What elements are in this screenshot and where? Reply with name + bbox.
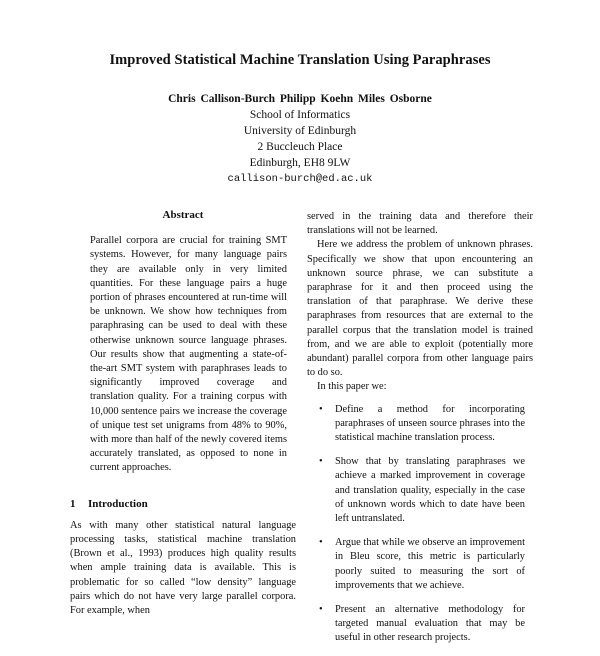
- left-column: [70, 208, 296, 618]
- bullet-icon: •: [319, 604, 323, 616]
- list-item: [307, 603, 533, 646]
- abstract-body: [90, 234, 287, 475]
- list-item-text: Present an alternative methodology for targeted manual evaluation that may be useful in other research projects.: [335, 604, 525, 644]
- right-column: [307, 210, 533, 656]
- paper-title: Improved Statistical Machine Translation Using Paraphrases: [109, 52, 491, 68]
- affiliation-line: 2 Buccleuch Place: [257, 141, 343, 153]
- affiliation-line: Edinburgh, EH8 9LW: [249, 157, 351, 169]
- abstract-heading: Abstract: [162, 209, 204, 221]
- author-block: [0, 91, 600, 187]
- bullet-icon: •: [319, 537, 323, 549]
- section-heading-introduction: [70, 497, 296, 511]
- continuation-paragraph: served in the training data and therefore their translations will not be learned.: [307, 211, 533, 237]
- body-paragraph: In this paper we:: [317, 381, 387, 393]
- abstract-text: Parallel corpora are crucial for training SMT systems. However, for many language pairs they are available only in very limited quantities. For these language pairs a huge portion of phrases encountered at run-time will be unknown. We show how techniques from paraphrasing can be used to deal with these otherwise unknown source language phrases. Our results show that augmenting a state-of-the-art SMT system with paraphrases leads to significantly improved coverage and translation quality. For a training corpus with 10,000 sentence pairs we increase the coverage of unique test set unigrams from 48% to 90%, with more than half of the newly covered items accurately translated, as opposed to none in current approaches.: [90, 235, 287, 474]
- bullet-icon: •: [319, 403, 323, 415]
- list-item-text: Argue that while we observe an improvement in Bleu score, this metric is particularly poorly suited to measuring the sort of improvements that we achieve.: [335, 537, 525, 591]
- list-item-text: Show that by translating paraphrases we achieve a marked improvement in coverage and translation quality, especially in the case of unknown words which to date have been left untranslated.: [335, 456, 525, 525]
- contribution-list: [307, 403, 533, 646]
- list-item-text: Define a method for incorporating paraphrases of unseen source phrases into the statistical machine translation process.: [335, 403, 525, 444]
- body-paragraph: Here we address the problem of unknown phrases. Specifically we show that upon encountering an unknown source phrase, we can substitute a paraphrase for it and then proceed using the translation of that paraphrase. We derive these paraphrases from resources that are external to the parallel corpus that the translation model is trained from, and we are able to exploit (potentially more abundant) parallel corpora from other language pairs to do so.: [307, 239, 533, 379]
- section-number: 1: [70, 497, 76, 510]
- affiliation-line: University of Edinburgh: [243, 125, 357, 137]
- introduction-paragraph: As with many other statistical natural language processing tasks, statistical machine translation (Brown et al., 1993) produces high quality results when ample training data is available. This is problematic for so called “low density” language pairs which do not have very large parallel corpora. For example, when: [70, 519, 296, 617]
- author-names: Chris Callison-Burch Philipp Koehn Miles Osborne: [168, 93, 432, 105]
- affiliation-line: School of Informatics: [249, 109, 351, 121]
- bullet-icon: •: [319, 456, 323, 468]
- list-item: [307, 403, 533, 446]
- list-item: [307, 536, 533, 593]
- author-email: callison-burch@ed.ac.uk: [227, 173, 373, 185]
- section-title: Introduction: [88, 497, 148, 510]
- list-item: [307, 455, 533, 526]
